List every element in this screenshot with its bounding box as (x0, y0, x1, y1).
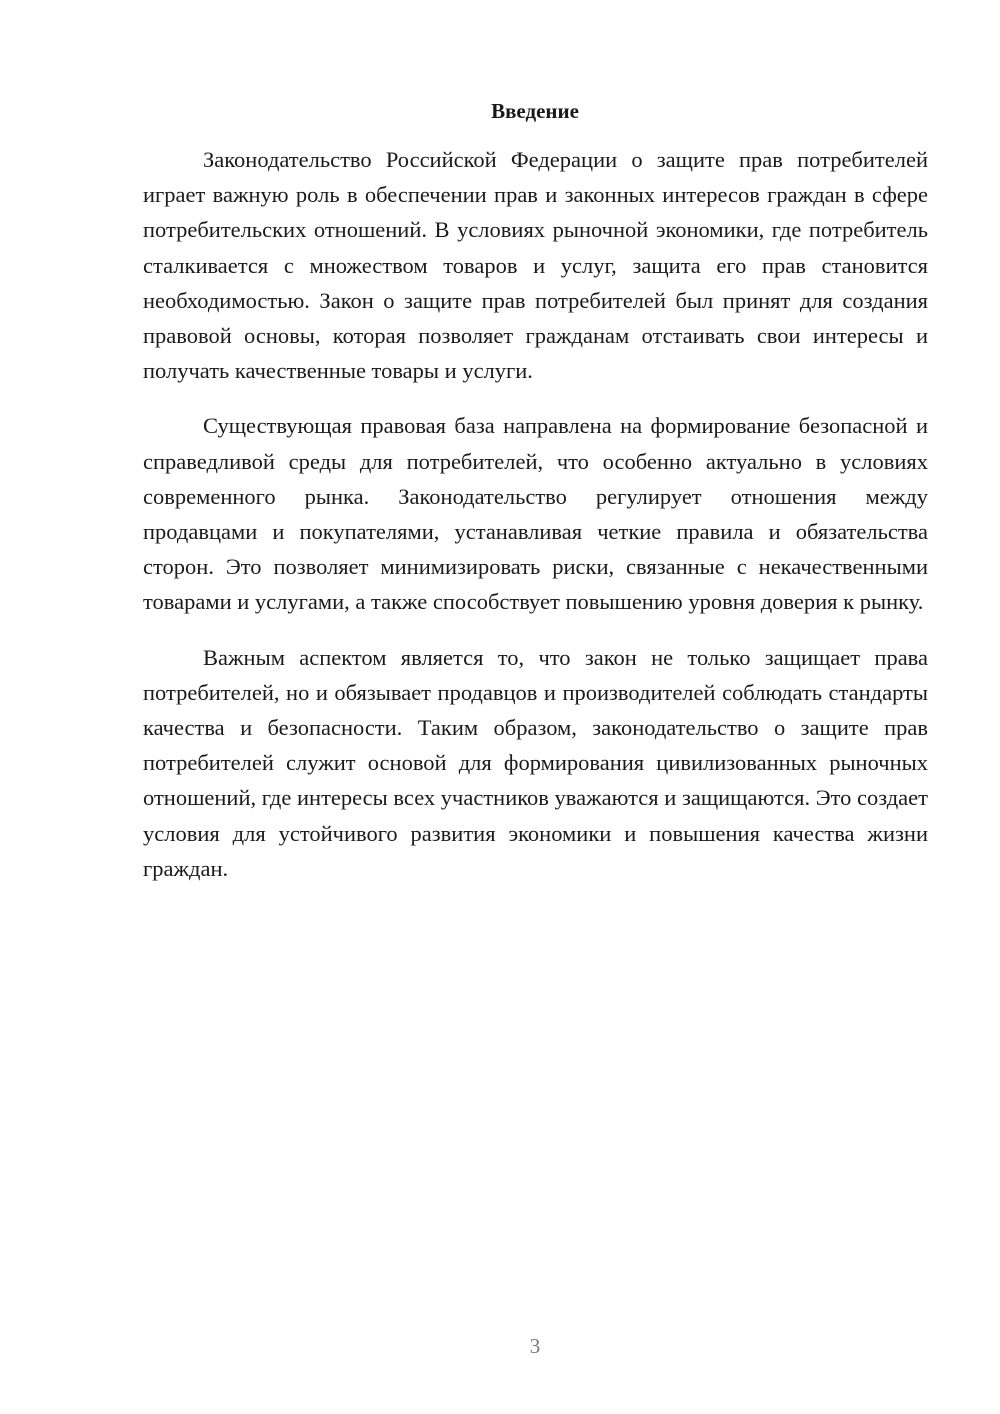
paragraph-1: Законодательство Российской Федерации о защите прав потребителей играет важную роль в обеспечении прав и законных интересов граждан в сфере потребительских отношений. В условиях рыночной экономики, где потребитель сталкивается с множеством товаров и услуг, защита его прав становится необходимостью. Закон о защите прав потребителей был принят для создания правовой основы, которая позволяет гражданам отстаивать свои интересы и получать качественные товары и услуги. (143, 147, 928, 384)
paragraph-3: Важным аспектом является то, что закон не только защищает права потребителей, но и обязывает продавцов и производителей соблюдать стандарты качества и безопасности. Таким образом, законодательство о защите прав потребителей служит основой для формирования цивилизованных рыночных отношений, где интересы всех участников уважаются и защищаются. Это создает условия для устойчивого развития экономики и повышения качества жизни граждан. (143, 644, 928, 881)
paragraph-2: Существующая правовая база направлена на формирование безопасной и справедливой среды для потребителей, что особенно актуально в условиях современного рынка. Законодательство регулирует отношения между продавцами и покупателями, устанавливая четкие правила и обязательства сторон. Это позволяет минимизировать риски, связанные с некачественными товарами и услугами, а также способствует повышению уровня доверия к рынку. (143, 413, 928, 615)
body-text (143, 142, 928, 906)
section-title: Введение (491, 99, 579, 123)
page-number: 3 (529, 1334, 541, 1358)
